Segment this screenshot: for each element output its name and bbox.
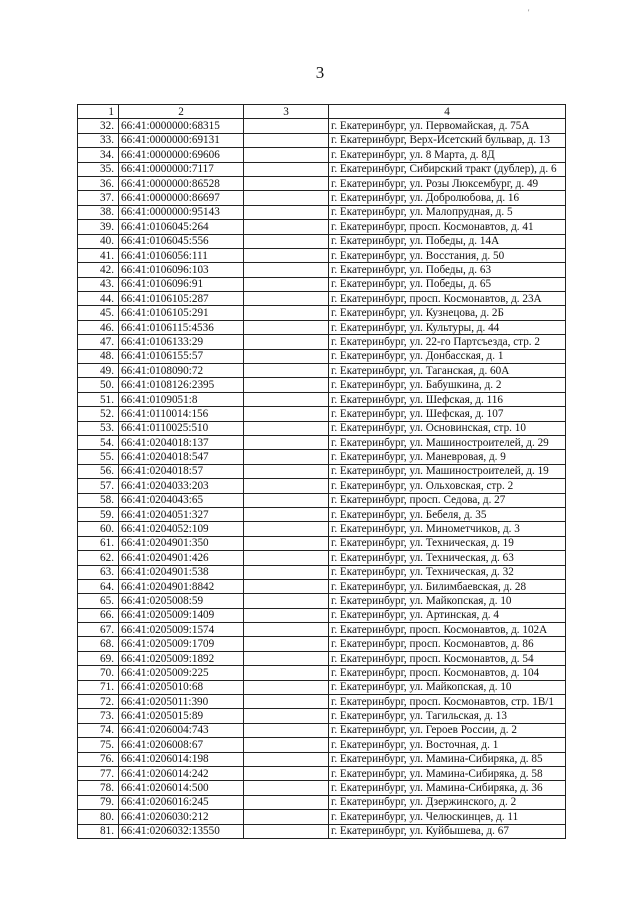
table-row (78, 133, 566, 147)
row-number: 32. (78, 119, 119, 133)
address: г. Екатеринбург, ул. Малопрудная, д. 5 (329, 205, 566, 219)
column-3-cell (244, 781, 329, 795)
address: г. Екатеринбург, ул. Бебеля, д. 35 (329, 507, 566, 521)
row-number: 50. (78, 378, 119, 392)
cadastral-number: 66:41:0204033:203 (119, 479, 244, 493)
row-number: 69. (78, 651, 119, 665)
column-3-cell (244, 176, 329, 190)
cadastral-number: 66:41:0206014:500 (119, 781, 244, 795)
column-3-cell (244, 220, 329, 234)
address: г. Екатеринбург, ул. Тагильская, д. 13 (329, 709, 566, 723)
address: г. Екатеринбург, просп. Космонавтов, д. 86 (329, 637, 566, 651)
address: г. Екатеринбург, ул. Майкопская, д. 10 (329, 680, 566, 694)
column-3-cell (244, 738, 329, 752)
table-row (78, 651, 566, 665)
cadastral-number: 66:41:0206014:242 (119, 766, 244, 780)
table-row (78, 162, 566, 176)
cadastral-number: 66:41:0000000:68315 (119, 119, 244, 133)
address: г. Екатеринбург, ул. Ольховская, стр. 2 (329, 479, 566, 493)
registry-table (77, 104, 566, 839)
column-3-cell (244, 493, 329, 507)
address: г. Екатеринбург, ул. Минометчиков, д. 3 (329, 522, 566, 536)
address: г. Екатеринбург, ул. Маневровая, д. 9 (329, 450, 566, 464)
column-3-cell (244, 608, 329, 622)
table-row (78, 191, 566, 205)
row-number: 34. (78, 148, 119, 162)
table-row (78, 824, 566, 838)
table-row (78, 738, 566, 752)
cadastral-number: 66:41:0106115:4536 (119, 320, 244, 334)
cadastral-number: 66:41:0106105:287 (119, 292, 244, 306)
cadastral-number: 66:41:0206030:212 (119, 810, 244, 824)
table-row (78, 637, 566, 651)
table-row (78, 766, 566, 780)
row-number: 58. (78, 493, 119, 507)
row-number: 56. (78, 464, 119, 478)
row-number: 45. (78, 306, 119, 320)
column-3-cell (244, 263, 329, 277)
cadastral-number: 66:41:0205015:89 (119, 709, 244, 723)
row-number: 62. (78, 551, 119, 565)
table-row (78, 781, 566, 795)
row-number: 59. (78, 507, 119, 521)
table-row (78, 277, 566, 291)
table-row (78, 810, 566, 824)
column-3-cell (244, 119, 329, 133)
cadastral-number: 66:41:0000000:86528 (119, 176, 244, 190)
table-row (78, 148, 566, 162)
address: г. Екатеринбург, ул. Дзержинского, д. 2 (329, 795, 566, 809)
cadastral-number: 66:41:0204901:426 (119, 551, 244, 565)
address: г. Екатеринбург, ул. Победы, д. 14А (329, 234, 566, 248)
table-row (78, 493, 566, 507)
column-3-cell (244, 709, 329, 723)
table-row (78, 119, 566, 133)
cadastral-number: 66:41:0000000:7117 (119, 162, 244, 176)
row-number: 64. (78, 579, 119, 593)
cadastral-number: 66:41:0206014:198 (119, 752, 244, 766)
address: г. Екатеринбург, ул. Техническая, д. 63 (329, 551, 566, 565)
row-number: 74. (78, 723, 119, 737)
column-3-cell (244, 795, 329, 809)
address: г. Екатеринбург, ул. Машиностроителей, д. 19 (329, 464, 566, 478)
table-row (78, 594, 566, 608)
row-number: 44. (78, 292, 119, 306)
column-3-cell (244, 292, 329, 306)
column-3-cell (244, 536, 329, 550)
table-row (78, 709, 566, 723)
address: г. Екатеринбург, ул. 22-го Партсъезда, стр. 2 (329, 335, 566, 349)
table-row (78, 723, 566, 737)
cadastral-number: 66:41:0205009:1574 (119, 623, 244, 637)
column-3-cell (244, 234, 329, 248)
table-row (78, 522, 566, 536)
row-number: 51. (78, 392, 119, 406)
address: г. Екатеринбург, ул. Мамина-Сибиряка, д. 36 (329, 781, 566, 795)
table-row (78, 349, 566, 363)
column-3-cell (244, 248, 329, 262)
address: г. Екатеринбург, ул. Куйбышева, д. 67 (329, 824, 566, 838)
cadastral-number: 66:41:0204018:547 (119, 450, 244, 464)
table-row (78, 464, 566, 478)
table-row (78, 536, 566, 550)
table-row (78, 450, 566, 464)
cadastral-number: 66:41:0204901:8842 (119, 579, 244, 593)
address: г. Екатеринбург, просп. Космонавтов, стр. 1В/1 (329, 695, 566, 709)
row-number: 48. (78, 349, 119, 363)
row-number: 43. (78, 277, 119, 291)
address: г. Екатеринбург, ул. Добролюбова, д. 16 (329, 191, 566, 205)
address: г. Екатеринбург, ул. Шефская, д. 116 (329, 392, 566, 406)
header-col-4: 4 (329, 105, 566, 119)
address: г. Екатеринбург, ул. Билимбаевская, д. 28 (329, 579, 566, 593)
row-number: 53. (78, 421, 119, 435)
cadastral-number: 66:41:0204901:350 (119, 536, 244, 550)
address: г. Екатеринбург, ул. Техническая, д. 19 (329, 536, 566, 550)
column-3-cell (244, 594, 329, 608)
column-3-cell (244, 205, 329, 219)
row-number: 71. (78, 680, 119, 694)
row-number: 37. (78, 191, 119, 205)
row-number: 47. (78, 335, 119, 349)
address: г. Екатеринбург, просп. Космонавтов, д. 41 (329, 220, 566, 234)
row-number: 67. (78, 623, 119, 637)
cadastral-number: 66:41:0206016:245 (119, 795, 244, 809)
row-number: 80. (78, 810, 119, 824)
column-3-cell (244, 651, 329, 665)
row-number: 79. (78, 795, 119, 809)
table-row (78, 565, 566, 579)
cadastral-number: 66:41:0000000:69606 (119, 148, 244, 162)
column-3-cell (244, 392, 329, 406)
row-number: 35. (78, 162, 119, 176)
table-row (78, 479, 566, 493)
column-3-cell (244, 637, 329, 651)
table-row (78, 320, 566, 334)
table-row (78, 551, 566, 565)
table-row (78, 407, 566, 421)
row-number: 76. (78, 752, 119, 766)
cadastral-number: 66:41:0206008:67 (119, 738, 244, 752)
table-row (78, 666, 566, 680)
column-3-cell (244, 435, 329, 449)
column-3-cell (244, 191, 329, 205)
row-number: 39. (78, 220, 119, 234)
cadastral-number: 66:41:0205009:1709 (119, 637, 244, 651)
table-row (78, 795, 566, 809)
table-row (78, 306, 566, 320)
cadastral-number: 66:41:0000000:86697 (119, 191, 244, 205)
column-3-cell (244, 695, 329, 709)
column-3-cell (244, 407, 329, 421)
column-3-cell (244, 623, 329, 637)
cadastral-number: 66:41:0205009:225 (119, 666, 244, 680)
column-3-cell (244, 752, 329, 766)
table-row (78, 579, 566, 593)
table-row (78, 205, 566, 219)
address: г. Екатеринбург, просп. Седова, д. 27 (329, 493, 566, 507)
cadastral-number: 66:41:0106155:57 (119, 349, 244, 363)
cadastral-number: 66:41:0108126:2395 (119, 378, 244, 392)
row-number: 68. (78, 637, 119, 651)
table-row (78, 176, 566, 190)
address: г. Екатеринбург, просп. Космонавтов, д. 54 (329, 651, 566, 665)
column-3-cell (244, 148, 329, 162)
address: г. Екатеринбург, ул. Мамина-Сибиряка, д. 58 (329, 766, 566, 780)
table-row (78, 752, 566, 766)
cadastral-number: 66:41:0205011:390 (119, 695, 244, 709)
address: г. Екатеринбург, ул. Челюскинцев, д. 11 (329, 810, 566, 824)
column-3-cell (244, 723, 329, 737)
row-number: 70. (78, 666, 119, 680)
table-row (78, 623, 566, 637)
address: г. Екатеринбург, ул. Машиностроителей, д. 29 (329, 435, 566, 449)
row-number: 65. (78, 594, 119, 608)
row-number: 66. (78, 608, 119, 622)
column-3-cell (244, 421, 329, 435)
cadastral-number: 66:41:0000000:69131 (119, 133, 244, 147)
row-number: 46. (78, 320, 119, 334)
cadastral-number: 66:41:0108090:72 (119, 364, 244, 378)
cadastral-number: 66:41:0110014:156 (119, 407, 244, 421)
address: г. Екатеринбург, ул. 8 Марта, д. 8Д (329, 148, 566, 162)
row-number: 77. (78, 766, 119, 780)
address: г. Екатеринбург, просп. Космонавтов, д. 102А (329, 623, 566, 637)
address: г. Екатеринбург, ул. Героев России, д. 2 (329, 723, 566, 737)
page-number: 3 (315, 63, 325, 82)
row-number: 72. (78, 695, 119, 709)
table-row (78, 421, 566, 435)
column-3-cell (244, 680, 329, 694)
cadastral-number: 66:41:0204052:109 (119, 522, 244, 536)
column-3-cell (244, 479, 329, 493)
cadastral-number: 66:41:0205009:1892 (119, 651, 244, 665)
address: г. Екатеринбург, ул. Культуры, д. 44 (329, 320, 566, 334)
address: г. Екатеринбург, ул. Бабушкина, д. 2 (329, 378, 566, 392)
table-row (78, 263, 566, 277)
table-row (78, 435, 566, 449)
table-row (78, 292, 566, 306)
cadastral-number: 66:41:0106056:111 (119, 248, 244, 262)
row-number: 61. (78, 536, 119, 550)
address: г. Екатеринбург, ул. Восточная, д. 1 (329, 738, 566, 752)
cadastral-number: 66:41:0106096:103 (119, 263, 244, 277)
column-3-cell (244, 335, 329, 349)
column-3-cell (244, 277, 329, 291)
column-3-cell (244, 551, 329, 565)
cadastral-number: 66:41:0106105:291 (119, 306, 244, 320)
column-3-cell (244, 579, 329, 593)
table-row (78, 608, 566, 622)
table-row (78, 507, 566, 521)
cadastral-number: 66:41:0000000:95143 (119, 205, 244, 219)
row-number: 57. (78, 479, 119, 493)
row-number: 73. (78, 709, 119, 723)
table-row (78, 335, 566, 349)
table-row (78, 695, 566, 709)
cadastral-number: 66:41:0204018:57 (119, 464, 244, 478)
column-3-cell (244, 507, 329, 521)
cadastral-number: 66:41:0106045:556 (119, 234, 244, 248)
table-row (78, 220, 566, 234)
column-3-cell (244, 320, 329, 334)
column-3-cell (244, 133, 329, 147)
address: г. Екатеринбург, ул. Шефская, д. 107 (329, 407, 566, 421)
table-row (78, 248, 566, 262)
column-3-cell (244, 766, 329, 780)
cadastral-number: 66:41:0205008:59 (119, 594, 244, 608)
cadastral-number: 66:41:0204901:538 (119, 565, 244, 579)
table-header-row (78, 105, 566, 119)
cadastral-number: 66:41:0106133:29 (119, 335, 244, 349)
column-3-cell (244, 364, 329, 378)
row-number: 55. (78, 450, 119, 464)
header-col-3: 3 (244, 105, 329, 119)
table-row (78, 234, 566, 248)
address: г. Екатеринбург, ул. Техническая, д. 32 (329, 565, 566, 579)
row-number: 52. (78, 407, 119, 421)
address: г. Екатеринбург, ул. Восстания, д. 50 (329, 248, 566, 262)
column-3-cell (244, 666, 329, 680)
address: г. Екатеринбург, ул. Артинская, д. 4 (329, 608, 566, 622)
cadastral-number: 66:41:0204018:137 (119, 435, 244, 449)
row-number: 78. (78, 781, 119, 795)
cadastral-number: 66:41:0206032:13550 (119, 824, 244, 838)
cadastral-number: 66:41:0109051:8 (119, 392, 244, 406)
row-number: 41. (78, 248, 119, 262)
address: г. Екатеринбург, ул. Таганская, д. 60А (329, 364, 566, 378)
column-3-cell (244, 464, 329, 478)
cadastral-number: 66:41:0106045:264 (119, 220, 244, 234)
header-col-1: 1 (78, 105, 119, 119)
address: г. Екатеринбург, ул. Мамина-Сибиряка, д. 85 (329, 752, 566, 766)
cadastral-number: 66:41:0205009:1409 (119, 608, 244, 622)
column-3-cell (244, 378, 329, 392)
address: г. Екатеринбург, просп. Космонавтов, д. 104 (329, 666, 566, 680)
row-number: 40. (78, 234, 119, 248)
address: г. Екатеринбург, ул. Победы, д. 63 (329, 263, 566, 277)
cadastral-number: 66:41:0205010:68 (119, 680, 244, 694)
row-number: 54. (78, 435, 119, 449)
cadastral-number: 66:41:0110025:510 (119, 421, 244, 435)
column-3-cell (244, 450, 329, 464)
address: г. Екатеринбург, просп. Космонавтов, д. 23А (329, 292, 566, 306)
column-3-cell (244, 810, 329, 824)
cadastral-number: 66:41:0206004:743 (119, 723, 244, 737)
row-number: 60. (78, 522, 119, 536)
cadastral-number: 66:41:0204043:65 (119, 493, 244, 507)
table-row (78, 364, 566, 378)
address: г. Екатеринбург, ул. Донбасская, д. 1 (329, 349, 566, 363)
address: г. Екатеринбург, ул. Первомайская, д. 75А (329, 119, 566, 133)
column-3-cell (244, 824, 329, 838)
header-col-2: 2 (119, 105, 244, 119)
row-number: 42. (78, 263, 119, 277)
table-body (78, 119, 566, 839)
row-number: 38. (78, 205, 119, 219)
table-row (78, 378, 566, 392)
address: г. Екатеринбург, ул. Розы Люксембург, д. 49 (329, 176, 566, 190)
address: г. Екатеринбург, ул. Победы, д. 65 (329, 277, 566, 291)
cadastral-number: 66:41:0106096:91 (119, 277, 244, 291)
address: г. Екатеринбург, ул. Основинская, стр. 10 (329, 421, 566, 435)
row-number: 63. (78, 565, 119, 579)
table-row (78, 392, 566, 406)
row-number: 75. (78, 738, 119, 752)
column-3-cell (244, 565, 329, 579)
column-3-cell (244, 349, 329, 363)
corner-mark: ' (528, 8, 530, 17)
address: г. Екатеринбург, ул. Майкопская, д. 10 (329, 594, 566, 608)
cadastral-number: 66:41:0204051:327 (119, 507, 244, 521)
address: г. Екатеринбург, Верх-Исетский бульвар, д. 13 (329, 133, 566, 147)
row-number: 33. (78, 133, 119, 147)
address: г. Екатеринбург, Сибирский тракт (дублер), д. 6 (329, 162, 566, 176)
column-3-cell (244, 162, 329, 176)
column-3-cell (244, 306, 329, 320)
column-3-cell (244, 522, 329, 536)
table-row (78, 680, 566, 694)
row-number: 36. (78, 176, 119, 190)
address: г. Екатеринбург, ул. Кузнецова, д. 2Б (329, 306, 566, 320)
row-number: 49. (78, 364, 119, 378)
row-number: 81. (78, 824, 119, 838)
